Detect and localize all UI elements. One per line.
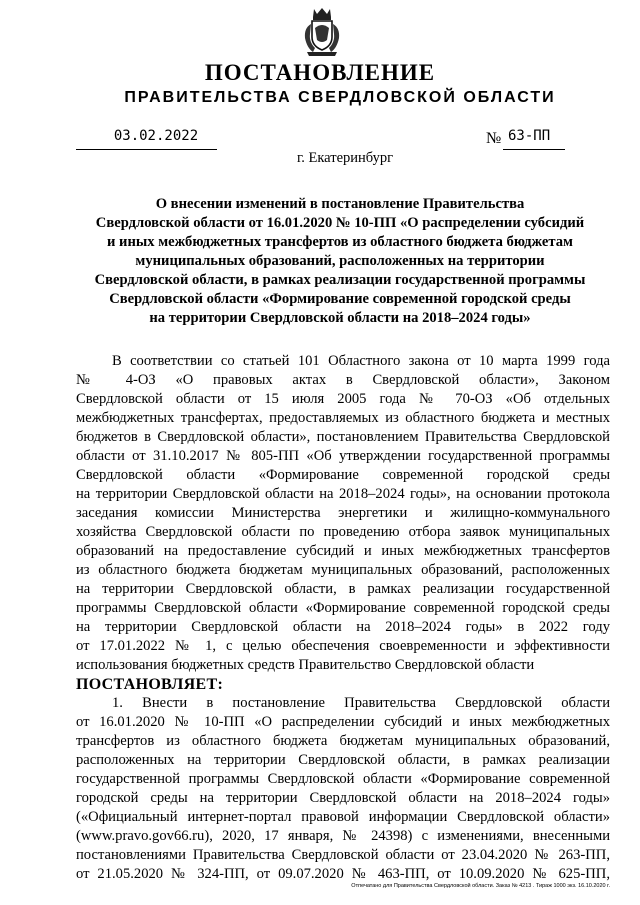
body-line: на территории Свердловской области на 2018–2024 годы», на основании протокола bbox=[76, 486, 610, 502]
body-line: № 4-ОЗ «О правовых актах в Свердловской области», Законом bbox=[76, 372, 610, 388]
document-heading bbox=[70, 195, 610, 328]
city-name: г. Екатеринбург bbox=[296, 150, 394, 166]
body-line: области от 31.10.2017 № 805-ПП «Об утверждении государственной программы bbox=[76, 448, 610, 464]
body-line: В соответствии со статьей 101 Областного закона от 10 марта 1999 года bbox=[112, 353, 610, 369]
heading-line: О внесении изменений в постановление Правительства bbox=[155, 196, 525, 212]
body-line: на территории Свердловской области на 2018–2024 годы» в 2022 году bbox=[76, 619, 610, 635]
heading-line: Свердловской области от 16.01.2020 № 10-ПП «О распределении субсидий bbox=[95, 215, 585, 231]
issuer-subtitle: ПРАВИТЕЛЬСТВА СВЕРДЛОВСКОЙ ОБЛАСТИ bbox=[124, 89, 556, 106]
body-line: бюджетов в Свердловской области», постановлением Правительства Свердловской bbox=[76, 429, 610, 445]
coat-of-arms-icon bbox=[301, 6, 343, 58]
document-type-title: ПОСТАНОВЛЕНИЕ bbox=[204, 60, 436, 85]
item-line: («Официальный интернет-портал правовой информации Свердловской области» bbox=[76, 809, 610, 825]
body-line: заседания комиссии Министерства энергетики и жилищно-коммунального bbox=[76, 505, 610, 521]
document-body bbox=[76, 352, 610, 884]
decree-word: ПОСТАНОВЛЯЕТ: bbox=[76, 676, 224, 693]
item-line: городской среды на территории Свердловской области на 2018–2024 годы» bbox=[76, 790, 610, 806]
body-line: использования бюджетных средств Правительство Свердловской области bbox=[76, 657, 535, 673]
body-line: Свердловской области «Формирование современной городской среды bbox=[76, 467, 610, 483]
body-line: от 17.01.2022 № 1, с целью обеспечения своевременности и эффективности bbox=[76, 638, 610, 654]
heading-line: Свердловской области «Формирование современной городской среды bbox=[109, 291, 571, 307]
item-line: 1. Внести в постановление Правительства Свердловской области bbox=[112, 695, 610, 711]
body-line: из областного бюджета бюджетам муниципальных образований, расположенных bbox=[76, 562, 610, 578]
item-line: (www.pravo.gov66.ru), 2020, 17 января, № 24398) с изменениями, внесенными bbox=[76, 828, 610, 844]
body-line: Свердловской области от 15 июля 2005 года № 70-ОЗ «Об отдельных bbox=[76, 391, 610, 407]
body-line: на территории Свердловской области, в рамках реализации государственной bbox=[76, 581, 610, 597]
body-line: программы Свердловской области «Формирование современной городской среды bbox=[76, 600, 610, 616]
heading-line: Свердловской области, в рамках реализации государственной программы bbox=[94, 272, 586, 288]
item-line: от 16.01.2020 № 10-ПП «О распределении субсидий и иных межбюджетных bbox=[76, 714, 610, 730]
item-line: расположенных на территории Свердловской области, в рамках реализации bbox=[76, 752, 610, 768]
document-date: 03.02.2022 bbox=[113, 128, 199, 144]
item-line: от 21.05.2020 № 324-ПП, от 09.07.2020 № 463-ПП, от 10.09.2020 № 625-ПП, bbox=[76, 866, 610, 882]
heading-line: на территории Свердловской области на 2018–2024 годы» bbox=[149, 310, 531, 326]
document-number: 63-ПП bbox=[508, 128, 551, 144]
body-line: межбюджетных трансфертах, предоставляемых из областного бюджета и местных bbox=[76, 410, 610, 426]
heading-line: муниципальных образований, расположенных на территории bbox=[135, 253, 545, 269]
number-sign: № bbox=[486, 130, 502, 147]
item-line: трансфертов из областного бюджета бюджетам муниципальных образований, bbox=[76, 733, 610, 749]
item-line: государственной программы Свердловской области «Формирование современной bbox=[76, 771, 610, 787]
body-line: хозяйства Свердловской области по проведению отбора заявок муниципальных bbox=[76, 524, 610, 540]
item-line: постановлениями Правительства Свердловской области от 23.04.2020 № 263-ПП, bbox=[76, 847, 610, 863]
body-line: образований на предоставление субсидий и иных межбюджетных трансфертов bbox=[76, 543, 610, 559]
print-footer: Отпечатано для Правительства Свердловской области. Заказ № 4213 . Тираж 1000 экз. 16.10.2020 г. bbox=[351, 883, 610, 889]
heading-line: и иных межбюджетных трансфертов из областного бюджета бюджетам bbox=[107, 234, 573, 250]
